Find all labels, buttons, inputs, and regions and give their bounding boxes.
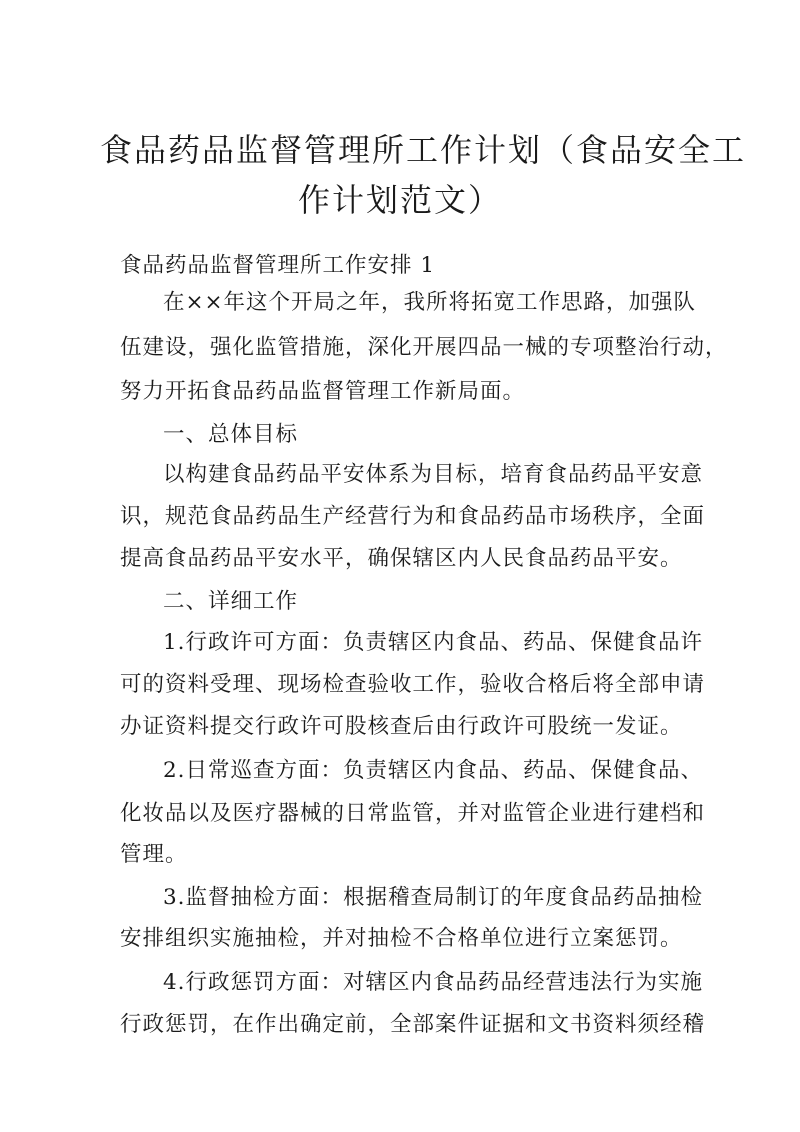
section2-heading: 二、详细工作 — [163, 589, 299, 614]
section1-line-3: 提高食品药品平安水平，确保辖区内人民食品药品平安。 — [120, 546, 683, 571]
intro-line-1: 在××年这个开局之年，我所将拓宽工作思路，加强队 — [163, 290, 697, 315]
intro-line-3: 努力开拓食品药品监督管理工作新局面。 — [120, 379, 526, 404]
item3-line-1: 3.监督抽检方面：根据稽查局制订的年度食品药品抽检 — [163, 885, 704, 910]
item2-line-2: 化妆品以及医疗器械的日常监管，并对监管企业进行建档和 — [120, 801, 706, 826]
item3-line-2: 安排组织实施抽检，并对抽检不合格单位进行立案惩罚。 — [120, 926, 683, 951]
item1-line-3: 办证资料提交行政许可股核查后由行政许可股统一发证。 — [120, 714, 683, 739]
item1-line-1: 1.行政许可方面：负责辖区内食品、药品、保健食品许 — [163, 630, 704, 655]
item2-line-1: 2.日常巡查方面：负责辖区内食品、药品、保健食品、 — [163, 758, 704, 783]
intro-line-2: 伍建设，强化监管措施，深化开展四品一械的专项整治行动， — [120, 335, 728, 360]
document-subtitle: 食品药品监督管理所工作安排 1 — [120, 253, 436, 278]
section1-line-2: 识，规范食品药品生产经营行为和食品药品市场秩序，全面 — [120, 504, 706, 529]
item4-line-2: 行政惩罚，在作出确定前，全部案件证据和文书资料须经稽 — [120, 1012, 706, 1037]
section1-heading: 一、总体目标 — [163, 422, 299, 447]
item2-line-3: 管理。 — [120, 842, 188, 867]
document-title-line-1: 食品药品监督管理所工作计划（食品安全工 — [100, 131, 747, 169]
item4-line-1: 4.行政惩罚方面：对辖区内食品药品经营违法行为实施 — [163, 970, 704, 995]
section1-line-1: 以构建食品药品平安体系为目标，培育食品药品平安意 — [163, 462, 704, 487]
item1-line-2: 可的资料受理、现场检查验收工作，验收合格后将全部申请 — [120, 672, 706, 697]
document-title-line-2: 作计划范文） — [297, 181, 502, 219]
